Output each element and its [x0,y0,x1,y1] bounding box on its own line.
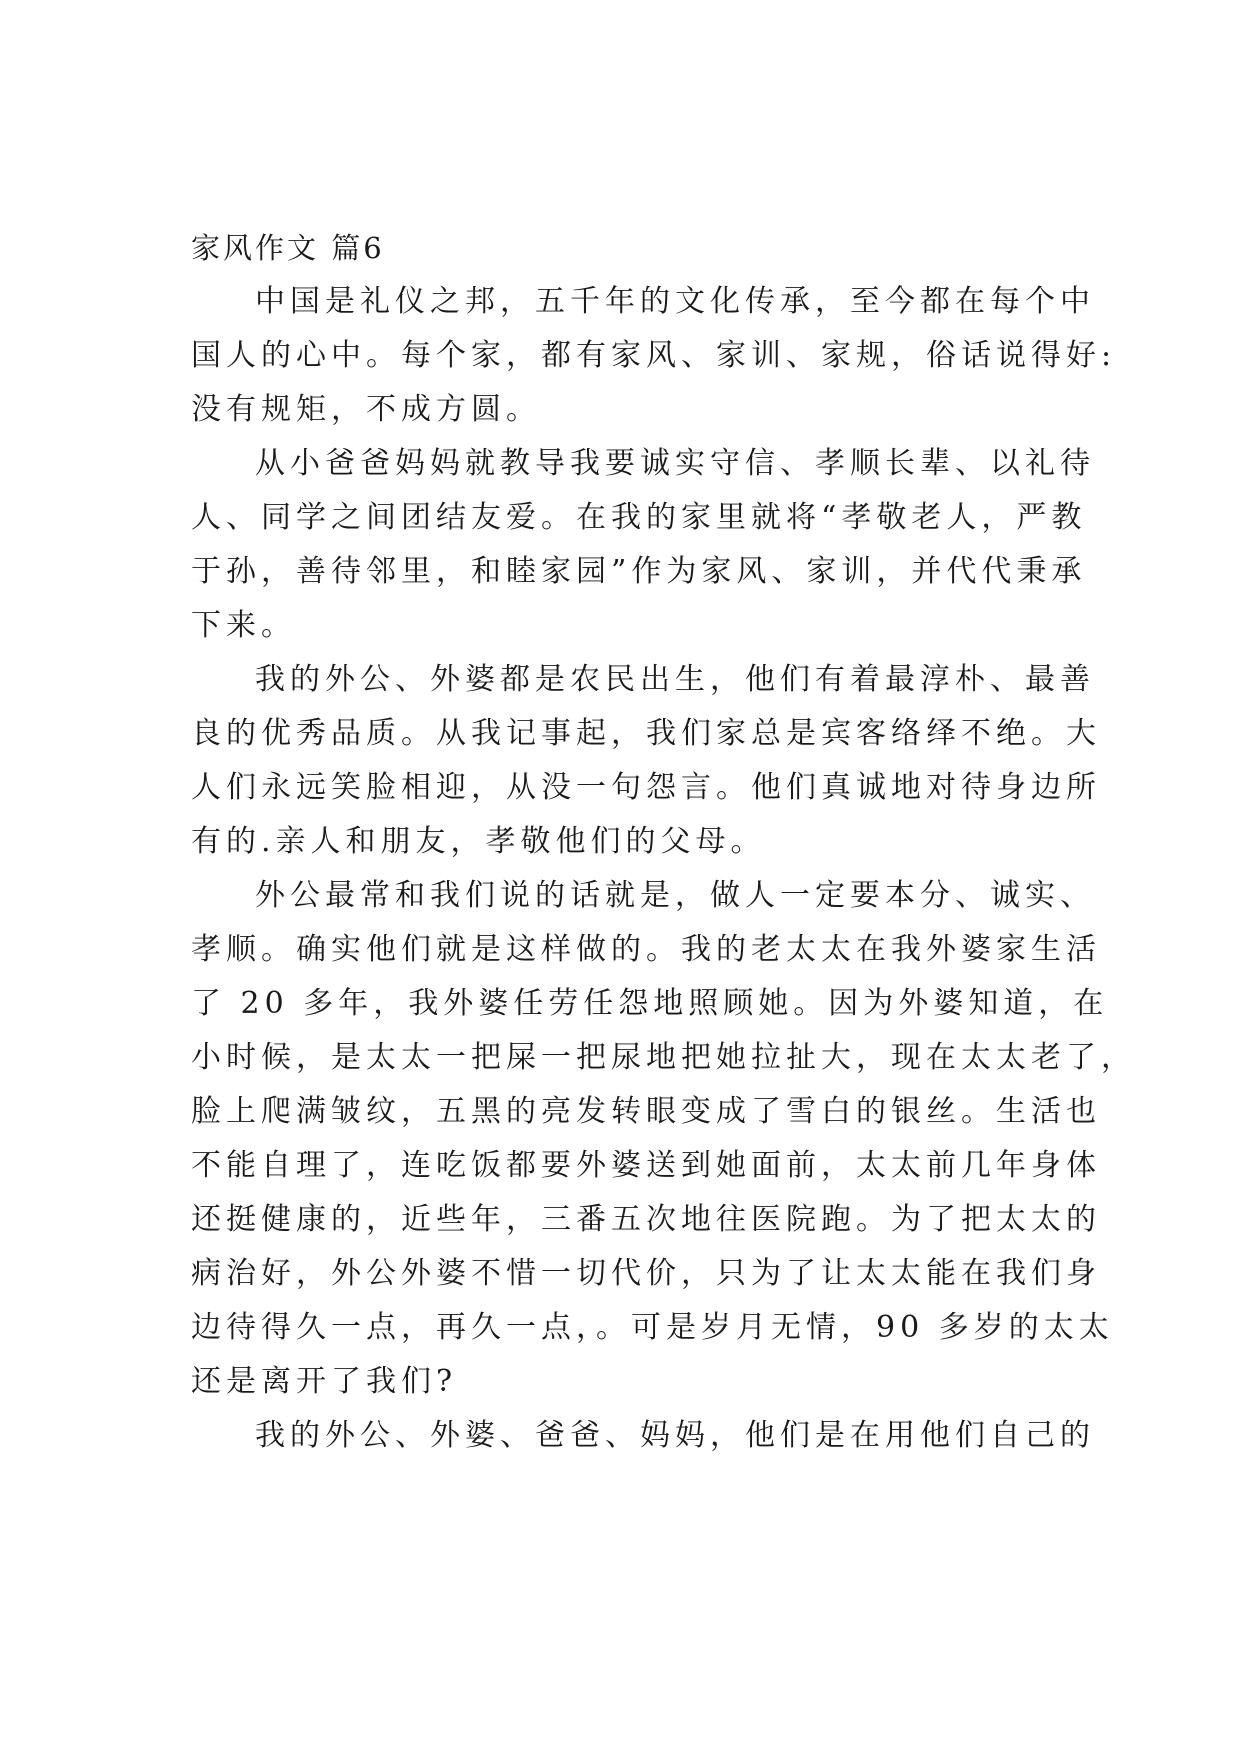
text-line: 病治好，外公外婆不惜一切代价，只为了让太太能在我们身 [191,1256,1101,1291]
text-line: 中国是礼仪之邦，五千年的文化传承，至今都在每个中 [255,284,1095,319]
text-line: 孝顺。确实他们就是这样做的。我的老太太在我外婆家生活 [191,932,1101,967]
text-line: 我的外公、外婆、爸爸、妈妈，他们是在用他们自己的 [255,1418,1095,1453]
text-line: 下来。 [191,608,296,643]
text-line: 不能自理了，连吃饭都要外婆送到她面前，太太前几年身体 [191,1148,1101,1183]
essay-text [191,275,1136,1463]
text-line: 外公最常和我们说的话就是，做人一定要本分、诚实、 [255,878,1095,913]
text-line: 没有规矩，不成方圆。 [191,392,541,427]
text-line: 边待得久一点，再久一点，。可是岁月无情，90 多岁的太太 [191,1310,1114,1345]
text-line: 还挺健康的，近些年，三番五次地往医院跑。为了把太太的 [191,1202,1101,1237]
text-line: 人们永远笑脸相迎，从没一句怨言。他们真诚地对待身边所 [191,770,1101,805]
text-line: 脸上爬满皱纹，五黑的亮发转眼变成了雪白的银丝。生活也 [191,1094,1101,1129]
text-line: 于孙，善待邻里，和睦家园”作为家风、家训，并代代秉承 [191,554,1087,589]
text-line: 良的优秀品质。从我记事起，我们家总是宾客络绎不绝。大 [191,716,1101,751]
text-line: 了 20 多年，我外婆任劳任怨地照顾她。因为外婆知道，在 [191,986,1109,1021]
text-line: 从小爸爸妈妈就教导我要诚实守信、孝顺长辈、以礼待 [255,446,1095,481]
text-line: 人、同学之间团结友爱。在我的家里就将“孝敬老人，严教 [191,500,1087,535]
text-line: 我的外公、外婆都是农民出生，他们有着最淳朴、最善 [255,662,1095,697]
text-line: 小时候，是太太一把屎一把尿地把她拉扯大，现在太太老了， [191,1040,1136,1075]
text-line: 还是离开了我们? [191,1364,458,1399]
text-line: 有的.亲人和朋友，孝敬他们的父母。 [191,824,766,859]
essay-title: 家风作文 篇6 [191,231,385,265]
document-body [191,221,1136,1463]
text-line: 国人的心中。每个家，都有家风、家训、家规，俗话说得好: [191,338,1117,373]
